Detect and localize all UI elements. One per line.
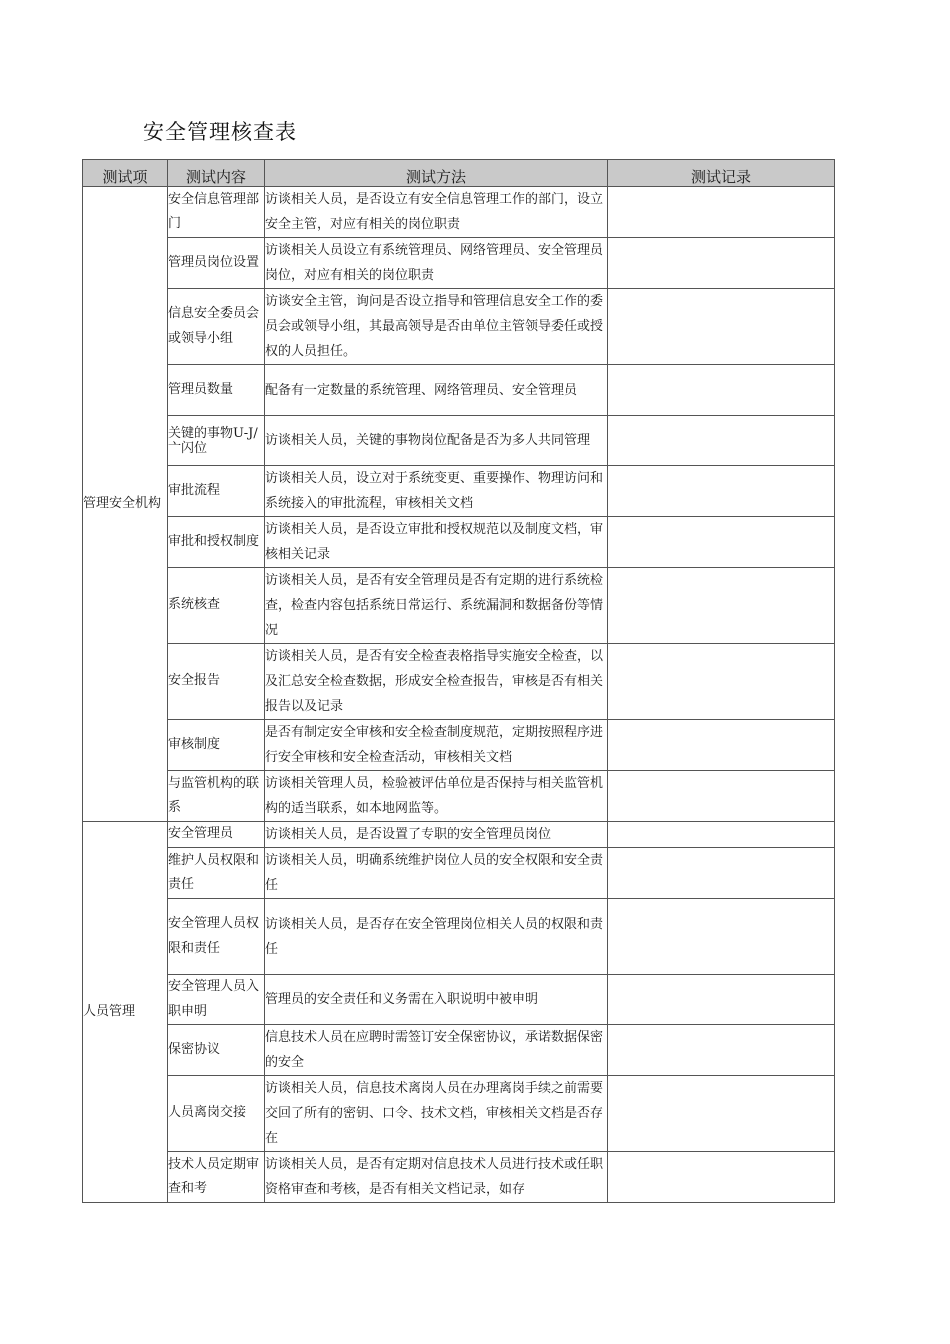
table-row bbox=[83, 1152, 835, 1203]
table-row bbox=[83, 644, 835, 720]
record-cell[interactable] bbox=[608, 187, 835, 238]
header-test-record: 测试记录 bbox=[608, 160, 835, 187]
record-cell[interactable] bbox=[608, 238, 835, 289]
content-cell: 管理员数量 bbox=[168, 365, 265, 416]
table-row bbox=[83, 466, 835, 517]
record-cell[interactable] bbox=[608, 568, 835, 644]
table-row bbox=[83, 899, 835, 975]
category-cell: 管理安全机构 bbox=[83, 187, 168, 822]
content-cell: 技术人员定期审查和考 bbox=[168, 1152, 265, 1203]
table-row bbox=[83, 187, 835, 238]
method-cell: 访谈相关人员，信息技术离岗人员在办理离岗手续之前需要交回了所有的密钥、口令、技术文档，审核相关文档是否存在 bbox=[265, 1076, 608, 1152]
content-cell: 人员离岗交接 bbox=[168, 1076, 265, 1152]
method-cell: 访谈相关人员，是否设置了专职的安全管理员岗位 bbox=[265, 822, 608, 848]
method-cell: 访谈相关人员，是否有定期对信息技术人员进行技术或任职资格审查和考核，是否有相关文档记录，如存 bbox=[265, 1152, 608, 1203]
table-row bbox=[83, 848, 835, 899]
table-row bbox=[83, 517, 835, 568]
method-cell: 访谈相关人员，是否存在安全管理岗位相关人员的权限和责任 bbox=[265, 899, 608, 975]
content-cell: 维护人员权限和责任 bbox=[168, 848, 265, 899]
table-row bbox=[83, 238, 835, 289]
content-cell: 审核制度 bbox=[168, 720, 265, 771]
record-cell[interactable] bbox=[608, 365, 835, 416]
content-cell: 保密协议 bbox=[168, 1025, 265, 1076]
table-row bbox=[83, 1076, 835, 1152]
page-title: 安全管理核查表 bbox=[143, 120, 297, 144]
content-cell: 安全报告 bbox=[168, 644, 265, 720]
category-cell: 人员管理 bbox=[83, 822, 168, 1203]
table-row bbox=[83, 975, 835, 1025]
checklist-table bbox=[82, 159, 835, 1203]
content-cell: 安全管理人员入职申明 bbox=[168, 975, 265, 1025]
content-cell: 审批和授权制度 bbox=[168, 517, 265, 568]
record-cell[interactable] bbox=[608, 466, 835, 517]
record-cell[interactable] bbox=[608, 1025, 835, 1076]
header-test-item: 测试项 bbox=[83, 160, 168, 187]
content-cell: 审批流程 bbox=[168, 466, 265, 517]
record-cell[interactable] bbox=[608, 899, 835, 975]
method-cell: 访谈相关人员，是否设立有安全信息管理工作的部门，设立安全主管，对应有相关的岗位职责 bbox=[265, 187, 608, 238]
method-cell: 访谈相关人员，是否设立审批和授权规范以及制度文档，审核相关记录 bbox=[265, 517, 608, 568]
method-cell: 访谈安全主管，询问是否设立指导和管理信息安全工作的委员会或领导小组，其最高领导是否由单位主管领导委任或授权的人员担任。 bbox=[265, 289, 608, 365]
record-cell[interactable] bbox=[608, 517, 835, 568]
content-cell: 与监管机构的联系 bbox=[168, 771, 265, 822]
content-cell: 管理员岗位设置 bbox=[168, 238, 265, 289]
content-cell: 关键的事物U-J/亠闪位 bbox=[168, 416, 265, 466]
record-cell[interactable] bbox=[608, 416, 835, 466]
method-cell: 信息技术人员在应聘时需签订安全保密协议，承诺数据保密的安全 bbox=[265, 1025, 608, 1076]
record-cell[interactable] bbox=[608, 975, 835, 1025]
content-cell: 安全管理员 bbox=[168, 822, 265, 848]
table-row bbox=[83, 771, 835, 822]
content-cell: 系统核查 bbox=[168, 568, 265, 644]
table-row bbox=[83, 568, 835, 644]
method-cell: 访谈相关人员，关键的事物岗位配备是否为多人共同管理 bbox=[265, 416, 608, 466]
method-cell: 配备有一定数量的系统管理、网络管理员、安全管理员 bbox=[265, 365, 608, 416]
record-cell[interactable] bbox=[608, 822, 835, 848]
content-cell: 信息安全委员会或领导小组 bbox=[168, 289, 265, 365]
method-cell: 访谈相关人员，是否有安全管理员是否有定期的进行系统检查，检查内容包括系统日常运行、系统漏洞和数据备份等情况 bbox=[265, 568, 608, 644]
table-row bbox=[83, 1025, 835, 1076]
method-cell: 访谈相关人员，明确系统维护岗位人员的安全权限和安全责任 bbox=[265, 848, 608, 899]
table-row bbox=[83, 416, 835, 466]
record-cell[interactable] bbox=[608, 771, 835, 822]
method-cell: 是否有制定安全审核和安全检查制度规范，定期按照程序进行安全审核和安全检查活动，审核相关文档 bbox=[265, 720, 608, 771]
content-cell: 安全管理人员权限和责任 bbox=[168, 899, 265, 975]
record-cell[interactable] bbox=[608, 1152, 835, 1203]
method-cell: 管理员的安全责任和义务需在入职说明中被申明 bbox=[265, 975, 608, 1025]
record-cell[interactable] bbox=[608, 1076, 835, 1152]
record-cell[interactable] bbox=[608, 644, 835, 720]
method-cell: 访谈相关人员，设立对于系统变更、重要操作、物理访问和系统接入的审批流程，审核相关文档 bbox=[265, 466, 608, 517]
record-cell[interactable] bbox=[608, 289, 835, 365]
header-test-method: 测试方法 bbox=[265, 160, 608, 187]
table-row bbox=[83, 720, 835, 771]
record-cell[interactable] bbox=[608, 848, 835, 899]
method-cell: 访谈相关人员，是否有安全检查表格指导实施安全检查，以及汇总安全检查数据，形成安全检查报告，审核是否有相关报告以及记录 bbox=[265, 644, 608, 720]
table-row bbox=[83, 822, 835, 848]
header-test-content: 测试内容 bbox=[168, 160, 265, 187]
content-cell: 安全信息管理部门 bbox=[168, 187, 265, 238]
method-cell: 访谈相关管理人员，检验被评估单位是否保持与相关监管机构的适当联系，如本地网监等。 bbox=[265, 771, 608, 822]
table-row bbox=[83, 365, 835, 416]
table-header-row bbox=[83, 160, 835, 187]
record-cell[interactable] bbox=[608, 720, 835, 771]
method-cell: 访谈相关人员设立有系统管理员、网络管理员、安全管理员岗位，对应有相关的岗位职责 bbox=[265, 238, 608, 289]
table-row bbox=[83, 289, 835, 365]
